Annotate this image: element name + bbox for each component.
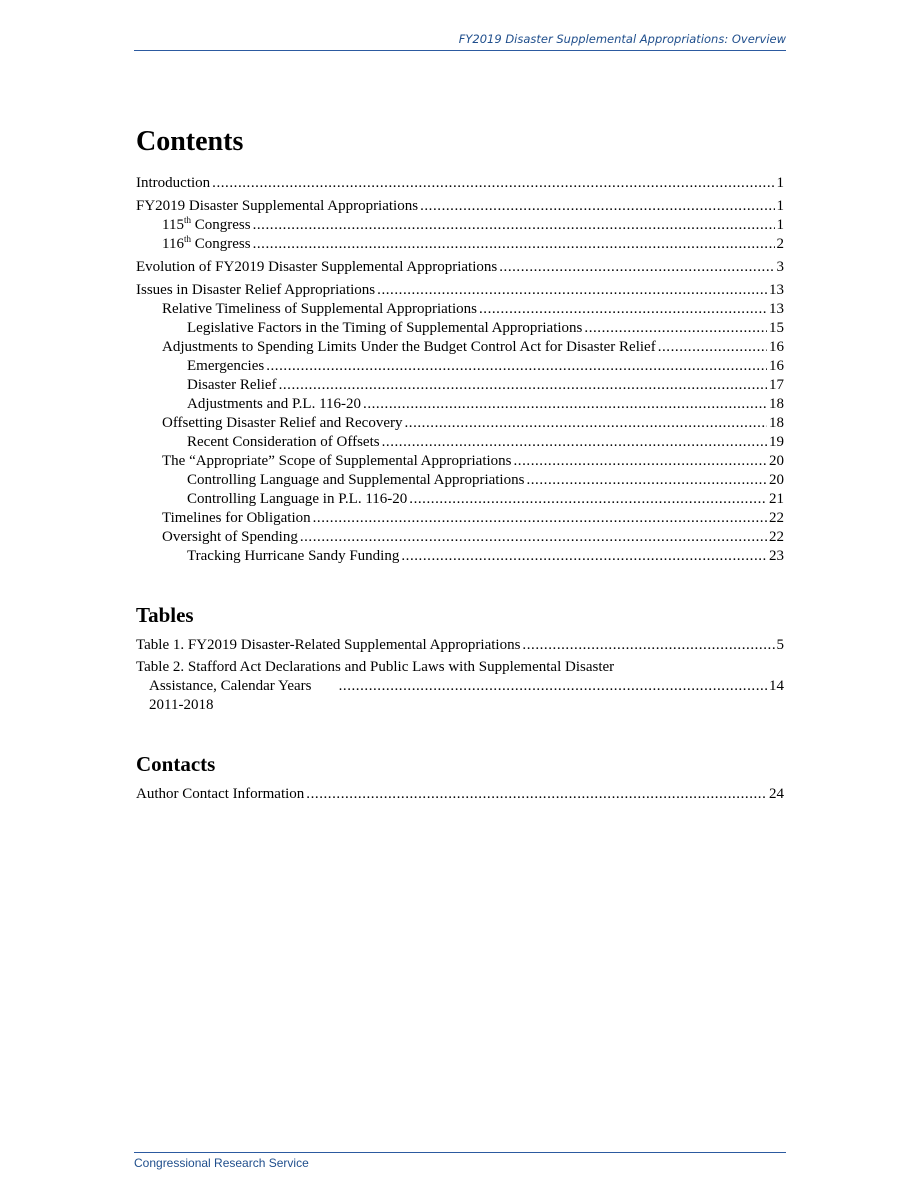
toc-entry-adjustments-bca[interactable]: Adjustments to Spending Limits Under the Budget Control Act for Disaster Relief . . . 16 [136, 338, 784, 357]
footer-org: Congressional Research Service [134, 1156, 309, 1170]
toc-entry-controlling-language[interactable]: Controlling Language and Supplemental Appropriations . . . 20 [136, 471, 784, 490]
toc-entry-115th-congress[interactable]: 115th Congress . . . 1 [136, 216, 784, 235]
toc-entry-oversight[interactable]: Oversight of Spending . . . 22 [136, 528, 784, 547]
toc-entry-relative-timeliness[interactable]: Relative Timeliness of Supplemental Appropriations . . . 13 [136, 300, 784, 319]
toc-entry-disaster-relief[interactable]: Disaster Relief . . . 17 [136, 376, 784, 395]
toc-entry-appropriate-scope[interactable]: The “Appropriate” Scope of Supplemental Appropriations . . . 20 [136, 452, 784, 471]
tables-section [136, 600, 784, 715]
running-header-title: FY2019 Disaster Supplemental Appropriations: Overview [458, 32, 786, 46]
running-footer [134, 1152, 786, 1170]
toc-entry-adjustments-pl[interactable]: Adjustments and P.L. 116-20 . . . 18 [136, 395, 784, 414]
toc-entry-tracking-sandy[interactable]: Tracking Hurricane Sandy Funding . . . 23 [136, 547, 784, 566]
contacts-heading: Contacts [136, 752, 216, 776]
toc-entry-issues[interactable]: Issues in Disaster Relief Appropriations . . . 13 [136, 281, 784, 300]
toc-entry-offsetting[interactable]: Offsetting Disaster Relief and Recovery . . . 18 [136, 414, 784, 433]
contacts-section [136, 749, 784, 804]
tables-heading: Tables [136, 603, 194, 627]
document-body [136, 122, 784, 804]
toc-entry-table-1[interactable]: Table 1. FY2019 Disaster-Related Supplemental Appropriations . . . 5 [136, 636, 784, 655]
contents-heading: Contents [136, 126, 244, 157]
toc-entry-fy2019-supplemental[interactable]: FY2019 Disaster Supplemental Appropriations . . . 1 [136, 197, 784, 216]
toc-entry-116th-congress[interactable]: 116th Congress . . . 2 [136, 235, 784, 254]
toc-entry-legislative-factors[interactable]: Legislative Factors in the Timing of Supplemental Appropriations . . . 15 [136, 319, 784, 338]
toc-entry-recent-offsets[interactable]: Recent Consideration of Offsets . . . 19 [136, 433, 784, 452]
toc-entry-timelines[interactable]: Timelines for Obligation . . . 22 [136, 509, 784, 528]
toc-entry-table-2[interactable]: Table 2. Stafford Act Declarations and Public Laws with Supplemental Disaster Assistance, Calendar Years 2011-2018 . . . 14 [136, 658, 784, 715]
running-header [134, 32, 786, 51]
toc-entry-author-contact[interactable]: Author Contact Information . . . 24 [136, 785, 784, 804]
contents-list [136, 174, 784, 566]
toc-entry-introduction[interactable]: Introduction . . . 1 [136, 174, 784, 193]
toc-entry-emergencies[interactable]: Emergencies . . . 16 [136, 357, 784, 376]
toc-entry-evolution[interactable]: Evolution of FY2019 Disaster Supplemental Appropriations . . . 3 [136, 258, 784, 277]
toc-entry-controlling-language-pl[interactable]: Controlling Language in P.L. 116-20 . . . 21 [136, 490, 784, 509]
